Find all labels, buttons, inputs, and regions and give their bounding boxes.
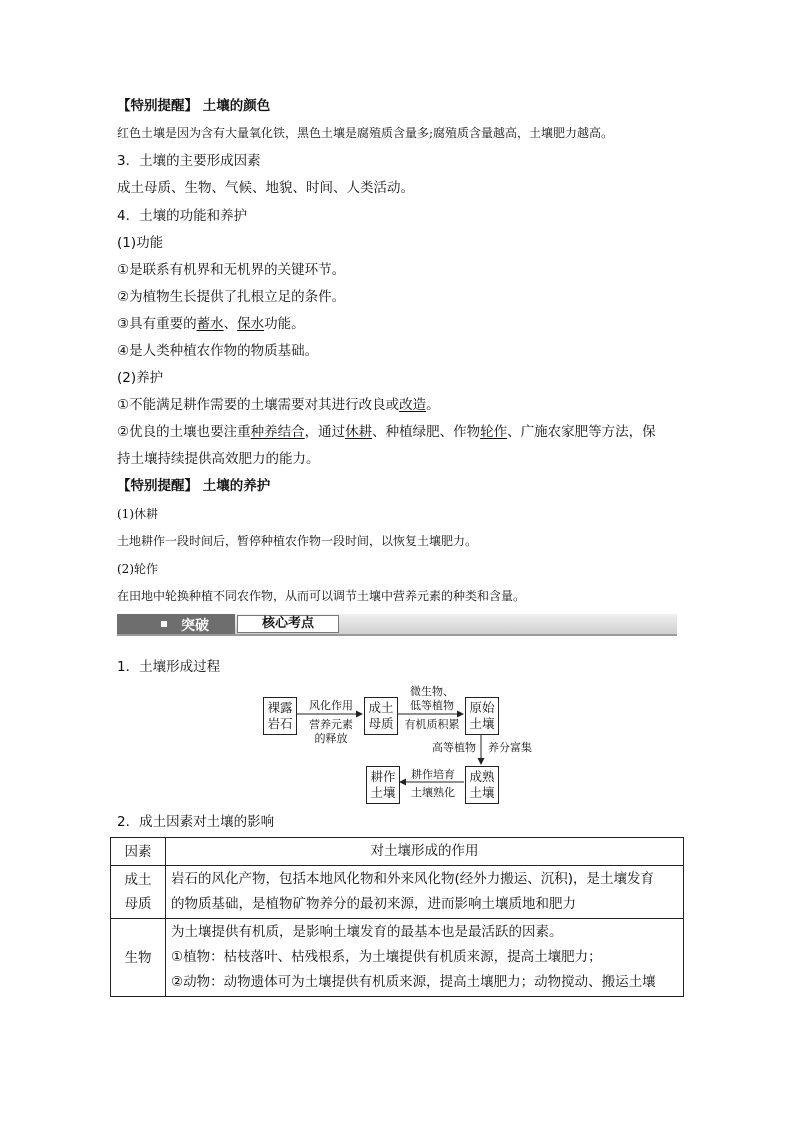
table-row [111, 866, 684, 919]
f3-sep: 、 [223, 316, 238, 332]
row2-line3: ②动物：动物遗体可为土壤提供有机质来源，提高土壤肥力；动物搅动、搬运土壤 [171, 974, 656, 990]
label-nutrient-l1: 营养元素 [309, 718, 353, 731]
label-enrich: 养分富集 [488, 741, 532, 754]
factor-table [110, 837, 684, 997]
parent-l1: 成土 [368, 700, 394, 715]
fallow-title: (1)休耕 [117, 507, 158, 521]
label-ripening: 土壤熟化 [411, 786, 455, 799]
rotation-body: 在田地中轮换种植不同农作物，从而可以调节土壤中营养元素的种类和含量。 [117, 589, 526, 603]
mature-l1: 成熟 [469, 769, 495, 784]
box-bare-rock [263, 697, 297, 735]
label-higher-plants: 高等植物 [432, 741, 476, 754]
care-item-2-line2: 持土壤持续提供高效肥力的能力。 [117, 451, 320, 467]
table-header-row [111, 838, 684, 866]
banner-right-label: 核心考点 [237, 615, 339, 633]
c2-combine: 种养结合 [250, 424, 305, 440]
f3-post: 功能。 [264, 316, 305, 332]
table-row [111, 919, 684, 997]
c2-post: 、广施农家肥等方法，保 [507, 424, 656, 440]
row1-line1: 岩石的风化产物，包括本地风化物和外来风化物(经外力搬运、沉积)，是土壤发育 [171, 871, 655, 887]
b1-heading: 1．土壤形成过程 [117, 659, 221, 675]
label-nutrient-l2: 的释放 [314, 732, 348, 745]
section-4-heading: 4．土壤的功能和养护 [117, 208, 248, 224]
fallow-body: 土地耕作一段时间后，暂停种植农作物一段时间，以恢复土壤肥力。 [117, 534, 478, 548]
rotation-title: (2)轮作 [117, 562, 158, 576]
tip-color-body: 红色土壤是因为含有大量氧化铁，黑色土壤是腐殖质含量多;腐殖质含量越高，土壤肥力越高。 [117, 126, 614, 140]
b2-heading: 2．成土因素对土壤的影响 [117, 814, 275, 830]
c2-mid1: ，通过 [304, 424, 346, 440]
row1-factor [111, 866, 166, 919]
function-item-2: ②为植物生长提供了扎根立足的条件。 [117, 289, 346, 305]
box-mature-soil [465, 766, 499, 804]
tip-color-title: 【特别提醒】 土壤的颜色 [117, 98, 271, 114]
row2-line2: ①植物：枯枝落叶、枯残根系，为土壤提供有机质来源，提高土壤肥力； [171, 949, 602, 965]
box-parent-material [364, 697, 398, 735]
row1-factor-l1: 成土 [124, 872, 152, 888]
row2-line1: 为土壤提供有机质，是影响土壤发育的最基本也是最活跃的因素。 [171, 924, 563, 940]
row1-effect [166, 866, 684, 919]
f3-water-storage: 蓄水 [196, 316, 224, 332]
care-title: (2)养护 [117, 370, 164, 386]
primitive-l1: 原始 [469, 700, 495, 715]
row1-factor-l2: 母质 [124, 896, 152, 912]
header-factor: 因素 [111, 838, 166, 866]
bare-rock-l2: 岩石 [267, 716, 293, 731]
row2-factor: 生物 [111, 919, 166, 997]
box-tilled-soil [366, 766, 400, 804]
row2-effect [166, 919, 684, 997]
box-primitive-soil [465, 697, 499, 735]
banner-left-label: 突破 [181, 618, 209, 634]
tilled-l2: 土壤 [370, 785, 396, 800]
primitive-l2: 土壤 [469, 716, 495, 731]
label-cultivate: 耕作培育 [411, 768, 455, 781]
label-weathering: 风化作用 [309, 699, 353, 712]
parent-l2: 母质 [368, 716, 394, 731]
row1-line2: 的物质基础，是植物矿物养分的最初来源，进而影响土壤质地和肥力 [171, 896, 576, 912]
c1-pre: ①不能满足耕作需要的土壤需要对其进行改良或 [117, 397, 400, 413]
mature-l2: 土壤 [469, 785, 495, 800]
c1-transform: 改造 [399, 397, 427, 413]
f3-pre: ③具有重要的 [117, 316, 197, 332]
label-organic: 有机质积累 [404, 718, 460, 731]
c1-post: 。 [426, 397, 440, 413]
bare-rock-l1: 裸露 [267, 700, 293, 715]
f3-water-retention: 保水 [237, 316, 265, 332]
section-3-body: 成土母质、生物、气候、地貌、时间、人类活动。 [117, 180, 414, 196]
function-item-1: ①是联系有机界和无机界的关键环节。 [117, 262, 346, 278]
label-micro-l1: 微生物、 [410, 685, 454, 698]
function-item-4: ④是人类种植农作物的物质基础。 [117, 343, 319, 359]
c2-mid2: 、种植绿肥、作物 [372, 424, 481, 440]
tilled-l1: 耕作 [370, 769, 396, 784]
c2-pre: ②优良的土壤也要注重 [117, 424, 251, 440]
section-3-heading: 3．土壤的主要形成因素 [117, 153, 261, 169]
label-micro-l2: 低等植物 [410, 699, 454, 712]
tip-care-title: 【特别提醒】 土壤的养护 [117, 478, 271, 494]
header-effect: 对土壤形成的作用 [166, 838, 684, 866]
function-title: (1)功能 [117, 235, 164, 251]
c2-fallow: 休耕 [345, 424, 373, 440]
c2-rotation: 轮作 [480, 424, 508, 440]
